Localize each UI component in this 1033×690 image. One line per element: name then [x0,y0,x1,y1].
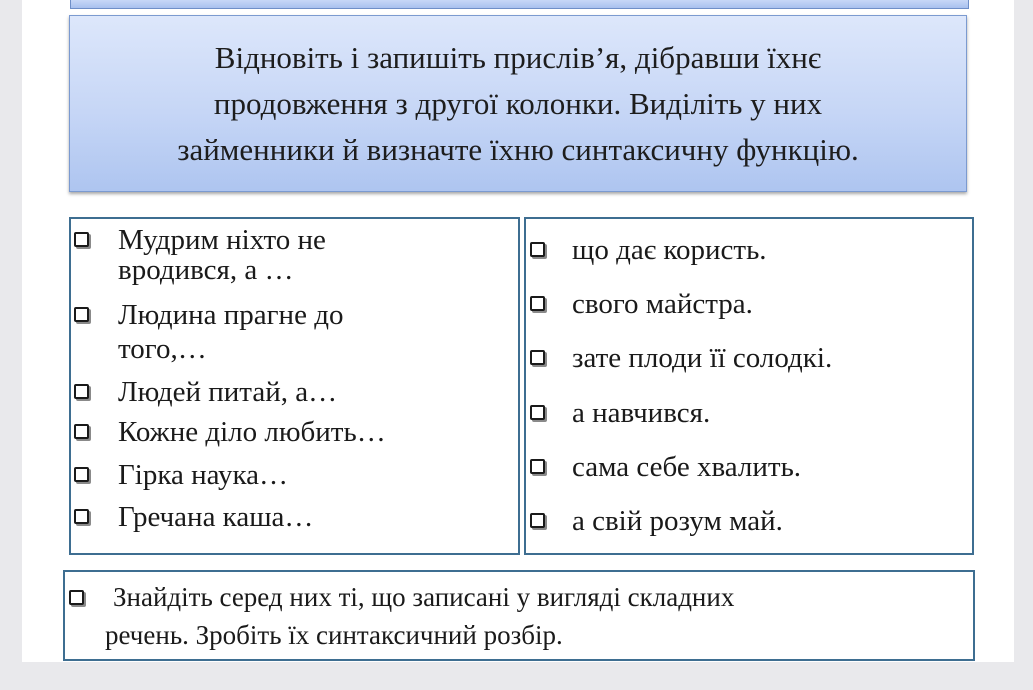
checkbox-icon [530,242,545,257]
checkbox-icon [74,509,89,524]
proverb-end-text: зате плоди її солодкі. [572,342,833,374]
proverb-start-line: Кожне діло любить… [118,416,386,448]
proverb-start-line: вродився, а … [118,254,294,286]
task-line-2: речень. Зробіть їх синтаксичний розбір. [105,620,563,650]
checkbox-icon [530,350,545,365]
checkbox-icon [530,296,545,311]
proverb-start-line: Людей питай, а… [118,376,338,408]
instruction-banner [69,15,967,192]
checkbox-icon [74,467,89,482]
checkbox-icon [530,405,545,420]
checkbox-icon [530,459,545,474]
proverb-start-line: Людина прагне до [118,299,344,331]
proverb-end-text: свого майстра. [572,288,753,320]
task-line-1: Знайдіть серед них ті, що записані у вигляді складних [113,582,735,612]
proverb-end-text: сама себе хвалить. [572,451,802,483]
proverb-end-text: а свій розум май. [572,505,783,537]
proverb-start-line: Гірка наука… [118,459,289,491]
checkbox-icon [530,513,545,528]
checkbox-icon [74,232,89,247]
instruction-line-1: Відновіть і запишіть прислів’я, дібравши їхнє [214,39,822,75]
proverb-start-line: Мудрим ніхто не [118,224,326,256]
proverb-end-text: а навчився. [572,397,711,429]
checkbox-icon [74,424,89,439]
instruction-line-3: займенники й визначте їхню синтаксичну функцію. [177,131,859,167]
instruction-line-2: продовження з другої колонки. Виділіть у них [213,85,823,121]
proverb-start-line: того,… [118,333,207,365]
instruction-text [177,35,859,173]
checkbox-icon [69,590,84,605]
proverb-start-line: Гречана каша… [118,501,314,533]
proverb-beginnings-column [69,217,520,555]
additional-task-box [63,570,975,661]
checkbox-icon [74,384,89,399]
checkbox-icon [74,307,89,322]
proverb-end-text: що дає користь. [572,234,767,266]
proverb-endings-column [524,217,974,555]
top-banner-strip [70,0,969,9]
